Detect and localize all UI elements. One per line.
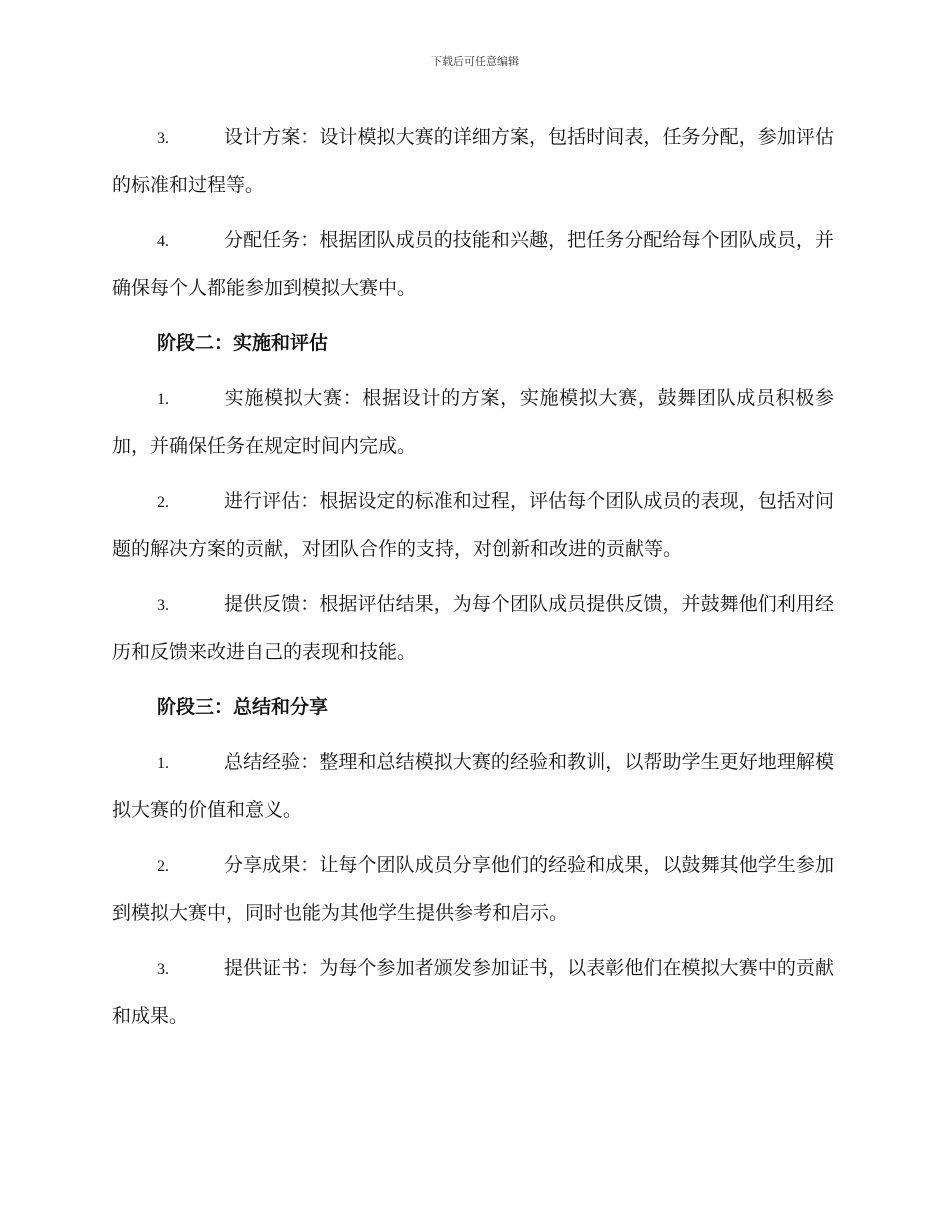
list-item [112,739,834,834]
list-item [112,945,834,1040]
list-item-text: 分配任务：根据团队成员的技能和兴趣，把任务分配给每个团队成员，并确保每个人都能参加到模拟大赛中。 [112,229,834,299]
section-heading: 阶段三：总结和分享 [157,696,329,718]
list-item-number: 4. [157,233,169,250]
section-heading: 阶段二：实施和评估 [157,332,329,354]
list-item-text: 分享成果：让每个团队成员分享他们的经验和成果，以鼓舞其他学生参加到模拟大赛中，同时也能为其他学生提供参考和启示。 [112,854,834,924]
list-item [112,375,834,470]
list-item [112,842,834,937]
list-item-text: 进行评估：根据设定的标准和过程，评估每个团队成员的表现，包括对问题的解决方案的贡献，对团队合作的支持，对创新和改进的贡献等。 [112,490,834,560]
list-item [112,114,834,209]
list-item-number: 1. [157,391,169,408]
list-item-number: 2. [157,494,169,511]
list-item [112,478,834,573]
document-body [112,114,834,1048]
list-item-text: 提供证书：为每个参加者颁发参加证书，以表彰他们在模拟大赛中的贡献和成果。 [112,957,834,1027]
list-item-text: 设计方案：设计模拟大赛的详细方案，包括时间表，任务分配，参加评估的标准和过程等。 [112,126,834,196]
list-item-number: 3. [157,597,169,614]
list-item-text: 总结经验：整理和总结模拟大赛的经验和教训，以帮助学生更好地理解模拟大赛的价值和意义。 [112,751,834,821]
list-item-text: 提供反馈：根据评估结果，为每个团队成员提供反馈，并鼓舞他们利用经历和反馈来改进自己的表现和技能。 [112,593,834,663]
list-item-number: 2. [157,858,169,875]
list-item-text: 实施模拟大赛：根据设计的方案，实施模拟大赛，鼓舞团队成员积极参加，并确保任务在规定时间内完成。 [112,387,834,457]
list-item-number: 3. [157,961,169,978]
list-item-number: 3. [157,130,169,147]
list-item-number: 1. [157,755,169,772]
list-item [112,581,834,676]
list-item [112,217,834,312]
page-header: 下载后可任意编辑 [431,55,519,68]
